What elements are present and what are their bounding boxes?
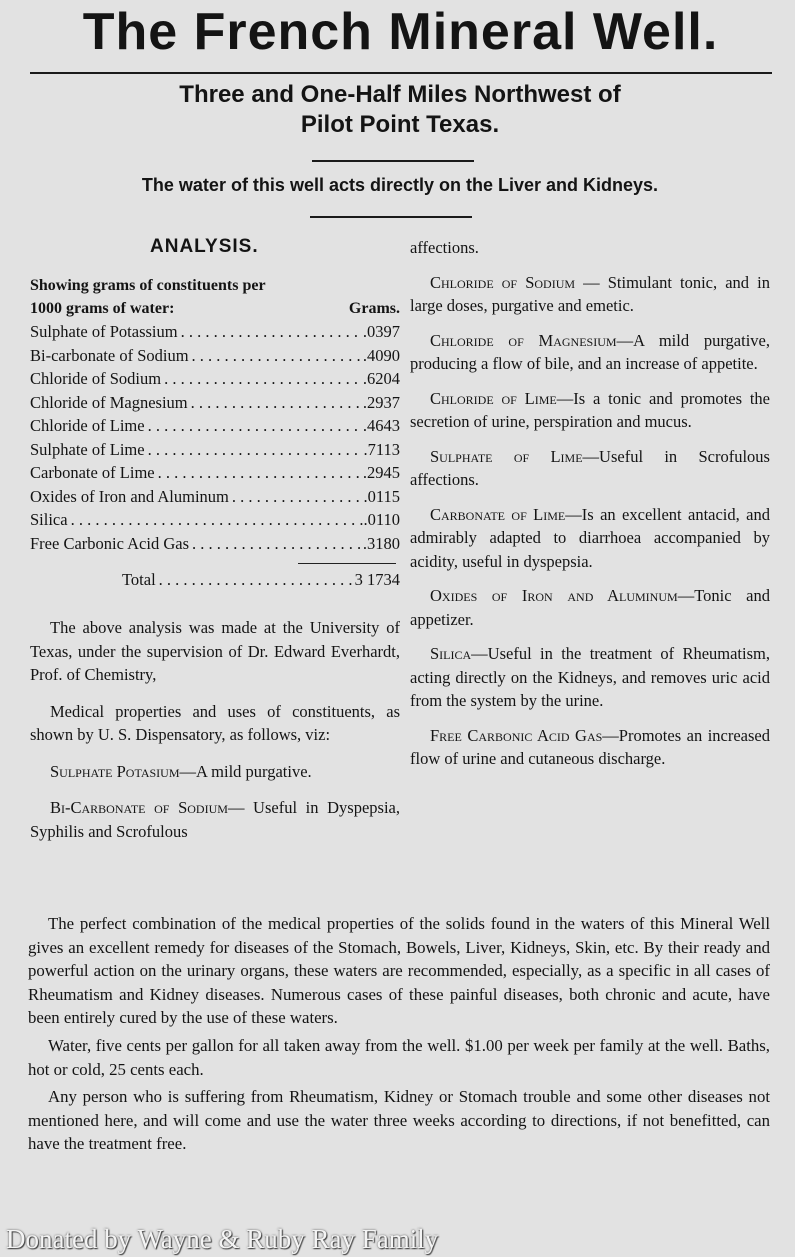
total-value: 3 1734 — [354, 570, 400, 589]
entry-body: —Useful in the treatment of Rheumatism, acting directly on the Kidneys, and removes uric acid from the system by the urine. — [410, 644, 770, 710]
analysis-row — [30, 414, 400, 438]
analysis-row — [30, 344, 400, 368]
divider-rule-2 — [310, 216, 472, 218]
title-rule — [30, 72, 772, 74]
subtitle — [60, 80, 740, 140]
subtitle-line-2: Pilot Point Texas. — [300, 111, 500, 138]
constituent-name: Silica — [30, 510, 68, 529]
analysis-row — [30, 391, 400, 415]
entry-heading: Free Carbonic Acid Gas — [430, 725, 603, 745]
sulphate-lime-entry — [410, 445, 770, 492]
analysis-intro — [30, 274, 400, 320]
analysis-intro-line-1: Showing grams of constituents per — [30, 277, 266, 294]
constituent-value: .7113 — [363, 439, 400, 459]
constituent-value: .3180 — [362, 533, 400, 553]
entry-heading: Carbonate of Lime — [430, 504, 566, 524]
entry-body: —Useful in Scrofulous affections. — [410, 446, 770, 489]
carbonic-acid-entry — [410, 724, 770, 771]
continued-text: affections. — [410, 238, 479, 257]
chloride-sodium-entry — [410, 271, 770, 318]
entry-body: —Promotes an increased flow of urine and cutaneous discharge. — [410, 725, 771, 768]
analysis-intro-line-2 — [30, 297, 400, 320]
constituent-value: .0110 — [363, 510, 400, 529]
analysis-heading: ANALYSIS. — [150, 236, 259, 257]
carbonate-lime-entry — [410, 503, 770, 574]
oxides-entry — [410, 584, 770, 631]
analysis-intro-right: Grams. — [348, 300, 400, 317]
entry-body: —Tonic and appetizer. — [410, 586, 770, 629]
constituent-name: Chloride of Lime — [30, 416, 145, 435]
analysis-row — [30, 508, 400, 532]
entry-body: —A mild purgative. — [179, 761, 312, 781]
entry-body: —Is an excellent antacid, and admirably adapted to diarrhoea accompanied by acidity, useful in dyspepsia. — [410, 504, 770, 571]
constituent-name: Carbonate of Lime — [30, 463, 155, 482]
constituent-name: Sulphate of Potassium — [30, 322, 178, 341]
guarantee-paragraph: Any person who is suffering from Rheumatism, Kidney or Stomach trouble and some other diseases not mentioned here, and will come and use the water three weeks according to directions, if not benefitted, can have the treatment free. — [28, 1087, 770, 1154]
analysis-row — [30, 485, 400, 509]
analysis-intro-left: 1000 grams of water: — [30, 300, 175, 317]
medical-properties-intro: Medical properties and uses of constituents, as shown by U. S. Dispensatory, as follows, viz: — [30, 701, 400, 744]
subtitle-line-1: Three and One-Half Miles Northwest of — [179, 81, 621, 108]
tagline: The water of this well acts directly on the Liver and Kidneys. — [141, 175, 659, 195]
constituent-value: .6204 — [362, 369, 400, 388]
entry-heading: Bi-Carbonate of Sodium — [50, 798, 228, 817]
page-title: The French Mineral Well. — [82, 3, 719, 61]
entry-heading: Sulphate of Lime — [430, 446, 583, 466]
total-rule — [298, 563, 396, 564]
analysis-source-paragraph: The above analysis was made at the University of Texas, under the supervision of Dr. Edward Everhardt, Prof. of Chemistry, — [30, 618, 400, 684]
entry-heading: Oxides of Iron and Aluminum — [430, 586, 678, 605]
entry-body: — Useful in Dyspepsia, Syphilis and Scrofulous — [30, 798, 400, 841]
analysis-row — [30, 438, 400, 462]
pricing-paragraph: Water, five cents per gallon for all taken away from the well. $1.00 per week per family at the well. Baths, hot or cold, 25 cents each. — [28, 1035, 770, 1079]
left-column — [30, 236, 400, 843]
constituent-name: Chloride of Sodium — [30, 369, 162, 388]
entry-heading: Chloride of Lime — [430, 388, 557, 408]
analysis-table — [30, 320, 400, 555]
right-column — [410, 236, 770, 771]
total-label: Total — [122, 570, 156, 589]
analysis-row — [30, 367, 400, 391]
entry-heading: Sulphate Potasium — [50, 761, 180, 781]
divider-rule-1 — [312, 160, 474, 162]
constituent-name: Oxides of Iron and Aluminum — [30, 486, 229, 506]
analysis-row — [30, 532, 400, 556]
constituent-name: Bi-carbonate of Sodium — [30, 345, 189, 365]
analysis-total — [122, 568, 400, 592]
sulphate-potassium-entry — [30, 760, 400, 784]
constituent-name: Free Carbonic Acid Gas — [30, 533, 189, 553]
constituent-name: Chloride of Magnesium — [30, 392, 188, 412]
combination-paragraph: The perfect combination of the medical properties of the solids found in the waters of this Mineral Well gives an excellent remedy for diseases of the Stomach, Bowels, Liver, Kidneys, Skin, etc. By their ready and powerful action on the urinary organs, these waters are recommended, especially, as a specific in all cases of Rheumatism and Kidney diseases. Numerous cases of these painful diseases, both chronic and acute, have been entirely cured by the use of these waters. — [28, 914, 770, 1028]
constituent-value: .0115 — [363, 486, 400, 506]
chloride-lime-entry — [410, 387, 770, 434]
constituent-value: .2945 — [362, 463, 400, 482]
constituent-name: Sulphate of Lime — [30, 439, 145, 459]
silica-entry — [410, 642, 770, 713]
constituent-value: .0397 — [362, 322, 400, 341]
entry-body: — Stimulant tonic, and in large doses, purgative and emetic. — [410, 272, 770, 315]
donation-credit: Donated by Wayne & Ruby Ray Family — [6, 1224, 439, 1254]
constituent-value: .4643 — [362, 416, 400, 435]
entry-body: —A mild purgative, producing a flow of bile, and an increase of appetite. — [410, 330, 770, 373]
bottom-section — [28, 912, 770, 1156]
entry-body: —Is a tonic and promotes the secretion of urine, perspiration and mucus. — [410, 388, 770, 431]
entry-heading: Chloride of Sodium — [430, 272, 576, 292]
bicarbonate-sodium-entry — [30, 796, 400, 843]
entry-heading: Chloride of Magnesium — [430, 330, 617, 350]
chloride-magnesium-entry — [410, 329, 770, 376]
constituent-value: .2937 — [362, 392, 400, 412]
analysis-row — [30, 320, 400, 344]
constituent-value: .4090 — [362, 345, 400, 365]
entry-heading: Silica — [430, 644, 472, 663]
analysis-row — [30, 461, 400, 485]
